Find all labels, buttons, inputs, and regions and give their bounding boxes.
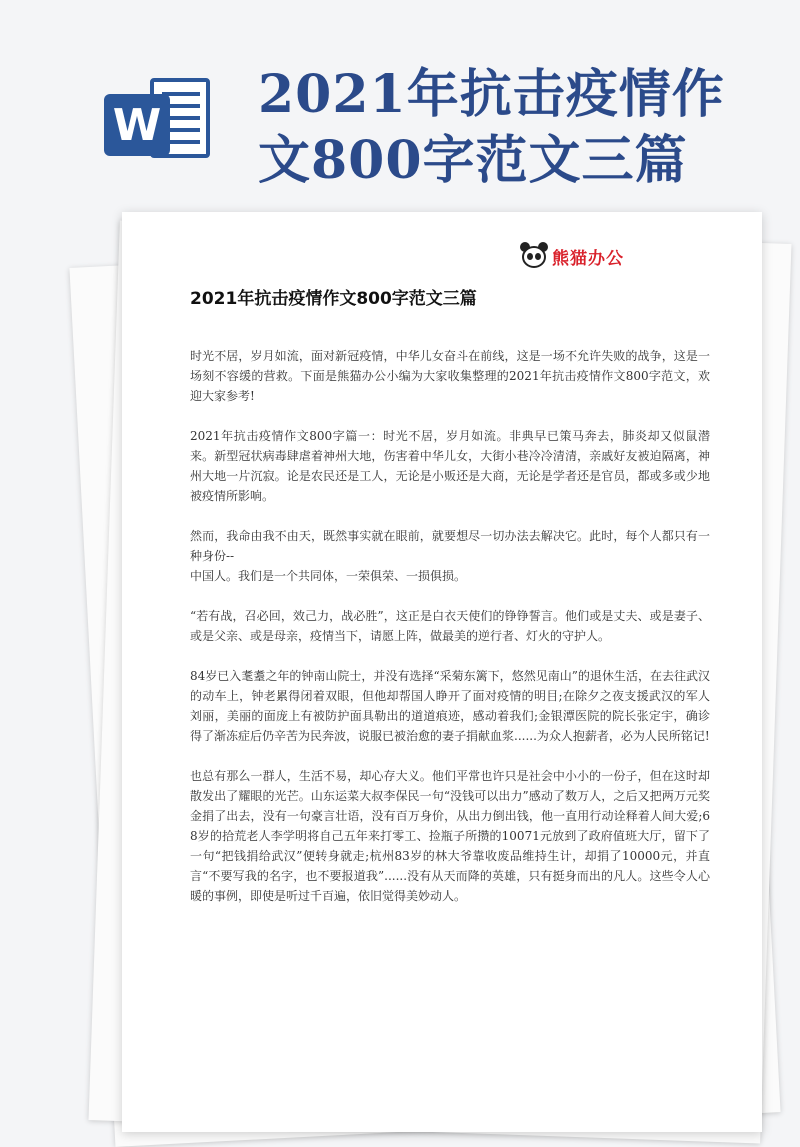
page-title-line-2: 文800字范文三篇 [258,130,688,191]
paragraph: 也总有那么一群人，生活不易，却心存大义。他们平常也许只是社会中小小的一份子，但在这时却散发出了耀眼的光芒。山东运菜大叔李保民一句“没钱可以出力”感动了数万人，之后又把两万元奖金捐了出去，没有一句豪言壮语，没有百万身价，从出力倒出钱，他一直用行动诠释着人间大爱;68岁的拾荒老人李学明将自己五年来打零工、捡瓶子所攒的10071元放到了政府值班大厅，留下了一句“把钱捐给武汉”便转身就走;杭州83岁的林大爷靠收废品维持生计，却捐了10000元，并直言“不要写我的名字，也不要报道我”......没有从天而降的英雄，只有挺身而出的凡人。这些令人心暖的事例，即使是听过千百遍，依旧觉得美妙动人。 [190,769,710,903]
word-letter-badge: W [104,94,170,156]
document-page [122,212,762,1132]
panda-icon [520,242,548,270]
paragraph: 84岁已入耄耋之年的钟南山院士，并没有选择“采菊东篱下，悠然见南山”的退休生活，在去往武汉的动车上，钟老累得闭着双眼，但他却帮国人睁开了面对疫情的明目;在除夕之夜支援武汉的军人刘丽，美丽的面庞上有被防护面具勒出的道道痕迹，感动着我们;金银潭医院的院长张定宇，确诊得了渐冻症后仍辛苦为民奔波，说服已被治愈的妻子捐献血浆......为众人抱薪者，必为人民所铭记! [190,669,710,743]
page-header [0,0,800,200]
paragraph: “若有战，召必回，效己力，战必胜”，这正是白衣天使们的铮铮誓言。他们或是丈夫、或是妻子、或是父亲、或是母亲，疫情当下，请愿上阵，做最美的逆行者、灯火的守护人。 [190,609,710,643]
brand-logo [520,242,624,270]
brand-logo-text: 熊猫办公 [552,248,624,269]
paragraph: 然而，我命由我不由天，既然事实就在眼前，就要想尽一切办法去解决它。此时，每个人都只有一种身份-- 中国人。我们是一个共同体，一荣俱荣、一损俱损。 [190,529,710,583]
word-icon [104,66,220,170]
document-body [190,346,710,926]
document-title: 2021年抗击疫情作文800字范文三篇 [190,289,477,309]
page-title [258,62,778,194]
page-title-line-1: 2021年抗击疫情作 [258,64,725,125]
paragraph: 2021年抗击疫情作文800字篇一：时光不居，岁月如流。非典早已策马奔去，肺炎却又似鼠潜来。新型冠状病毒肆虐着神州大地，伤害着中华儿女，大街小巷冷冷清清，亲戚好友被迫隔离，神州大地一片沉寂。论是农民还是工人，无论是小贩还是大商，无论是学者还是官员，都或多或少地被疫情所影响。 [190,429,710,503]
paragraph: 时光不居，岁月如流，面对新冠疫情，中华儿女奋斗在前线，这是一场不允许失败的战争，这是一场刻不容缓的营救。下面是熊猫办公小编为大家收集整理的2021年抗击疫情作文800字范文，欢迎大家参考! [190,349,710,403]
